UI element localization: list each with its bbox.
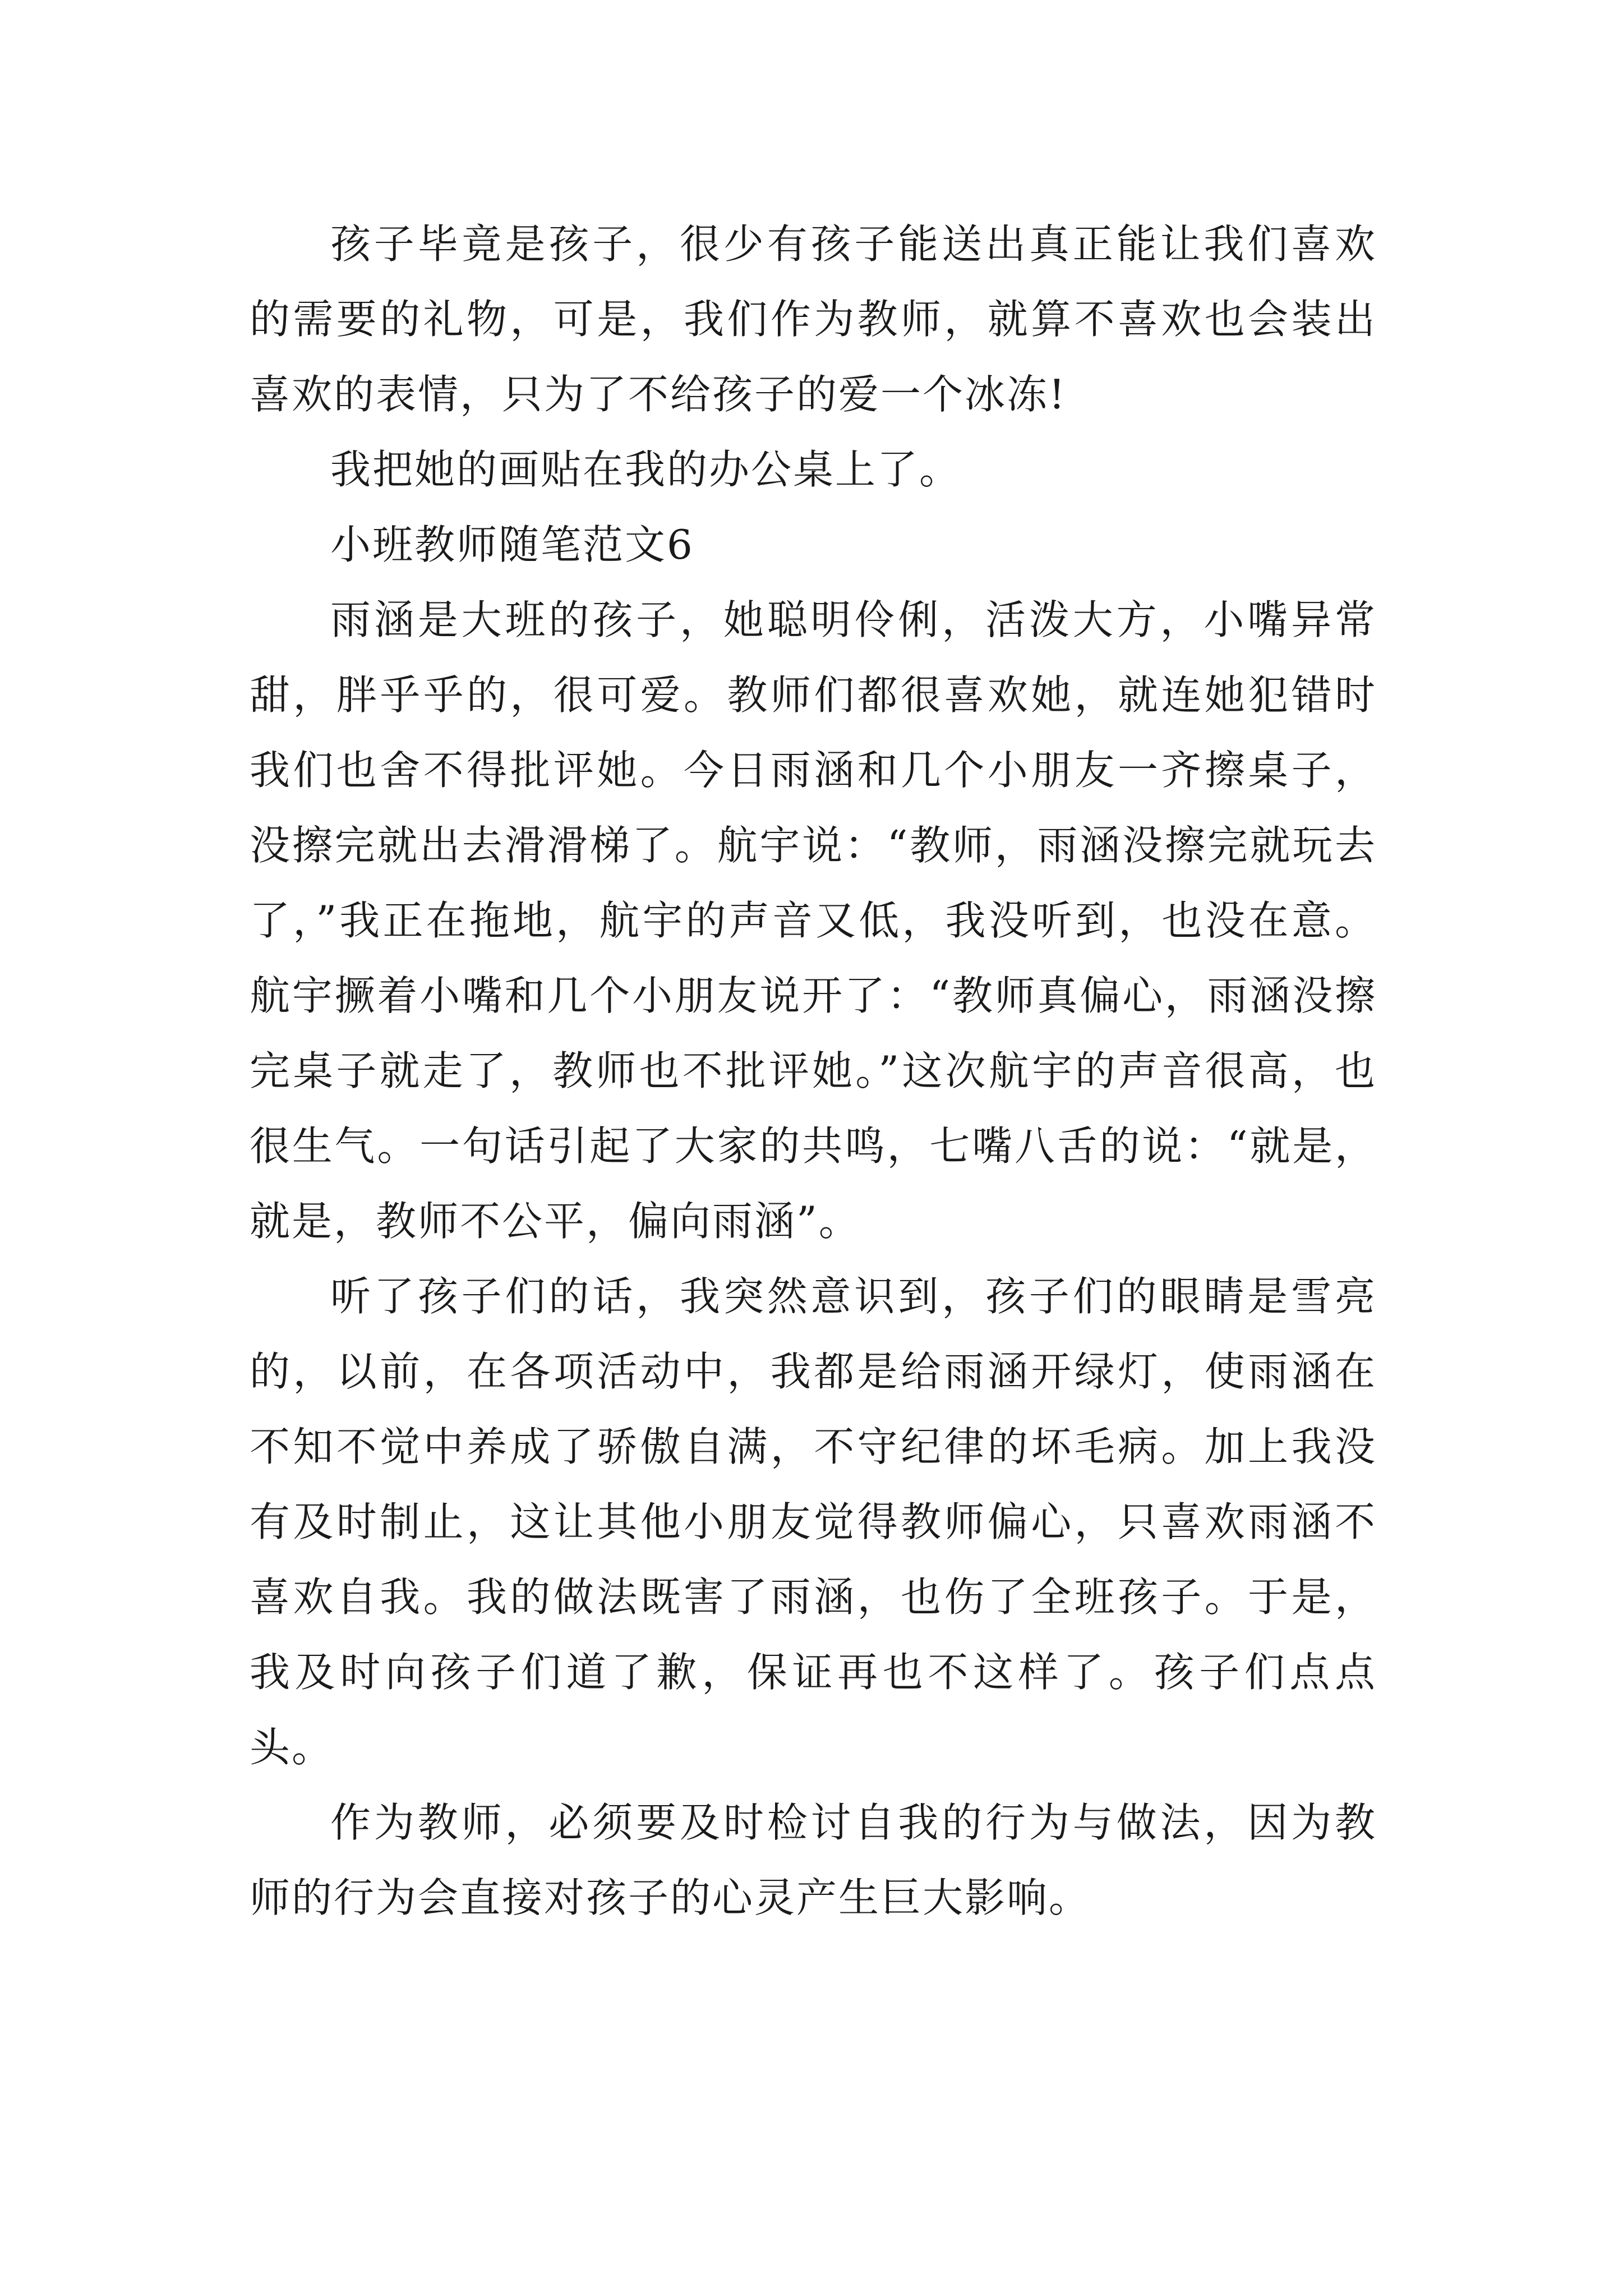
paragraph-conclusion: 作为教师，必须要及时检讨自我的行为与做法，因为教师的行为会直接对孩子的心灵产生巨大影响。	[250, 1799, 1377, 1921]
section-heading: 小班教师随笔范文6	[330, 521, 694, 568]
paragraph-drawing-on-desk: 我把她的画贴在我的办公桌上了。	[330, 446, 962, 493]
paragraph-yuhan-story: 雨涵是大班的孩子，她聪明伶俐，活泼大方，小嘴异常甜，胖乎乎的，很可爱。教师们都很喜欢她，就连她犯错时我们也舍不得批评她。今日雨涵和几个小朋友一齐擦桌子，没擦完就出去滑滑梯了。航宇说：“教师，雨涵没擦完就玩去了，”我正在拖地，航宇的声音又低，我没听到，也没在意。航宇撅着小嘴和几个小朋友说开了：“教师真偏心，雨涵没擦完桌子就走了，教师也不批评她。”这次航宇的声音很高，也很生气。一句话引起了大家的共鸣，七嘴八舌的说：“就是，就是，教师不公平，偏向雨涵”。	[250, 596, 1377, 1245]
document-body	[250, 206, 1377, 1935]
paragraph-gift-reflection: 孩子毕竟是孩子，很少有孩子能送出真正能让我们喜欢的需要的礼物，可是，我们作为教师，就算不喜欢也会装出喜欢的表情，只为了不给孩子的爱一个冰冻!	[250, 220, 1377, 418]
paragraph-teacher-realization: 听了孩子们的话，我突然意识到，孩子们的眼睛是雪亮的，以前，在各项活动中，我都是给雨涵开绿灯，使雨涵在不知不觉中养成了骄傲自满，不守纪律的坏毛病。加上我没有及时制止，这让其他小朋友觉得教师偏心，只喜欢雨涵不喜欢自我。我的做法既害了雨涵，也伤了全班孩子。于是，我及时向孩子们道了歉，保证再也不这样了。孩子们点点头。	[250, 1273, 1377, 1771]
